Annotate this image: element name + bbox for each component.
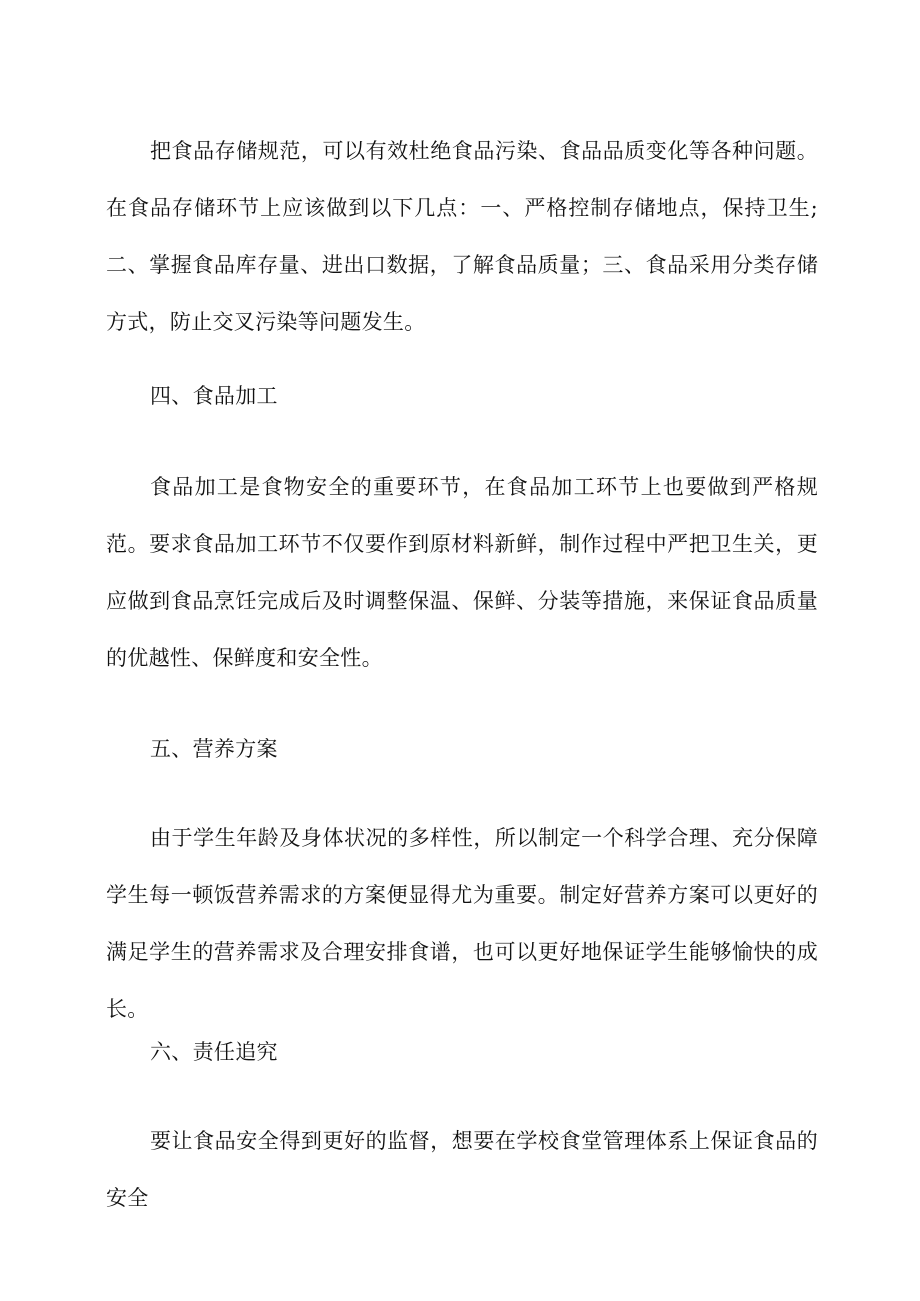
paragraph-nutrition-plan: 由于学生年龄及身体状况的多样性，所以制定一个科学合理、充分保障学生每一顿饭营养需求的方案便显得尤为重要。制定好营养方案可以更好的满足学生的营养需求及合理安排食谱，也可以更好地保证学生能够愉快的成长。 — [106, 826, 818, 1021]
paragraph-food-processing: 食品加工是食物安全的重要环节，在食品加工环节上也要做到严格规范。要求食品加工环节不仅要作到原材料新鲜，制作过程中严把卫生关，更应做到食品烹饪完成后及时调整保温、保鲜、分装等措施，来保证食品质量的优越性、保鲜度和安全性。 — [106, 475, 818, 670]
paragraph-food-storage: 把食品存储规范，可以有效杜绝食品污染、食品品质变化等各种问题。在食品存储环节上应该做到以下几点：一、严格控制存储地点，保持卫生;二、掌握食品库存量、进出口数据，了解食品质量；三、食品采用分类存储方式，防止交叉污染等问题发生。 — [106, 139, 818, 334]
paragraph-accountability: 要让食品安全得到更好的监督，想要在学校食堂管理体系上保证食品的安全 — [106, 1129, 818, 1210]
section-heading-nutrition-plan: 五、营养方案 — [150, 737, 278, 761]
section-heading-accountability: 六、责任追究 — [150, 1040, 278, 1064]
section-heading-food-processing: 四、食品加工 — [150, 384, 278, 408]
